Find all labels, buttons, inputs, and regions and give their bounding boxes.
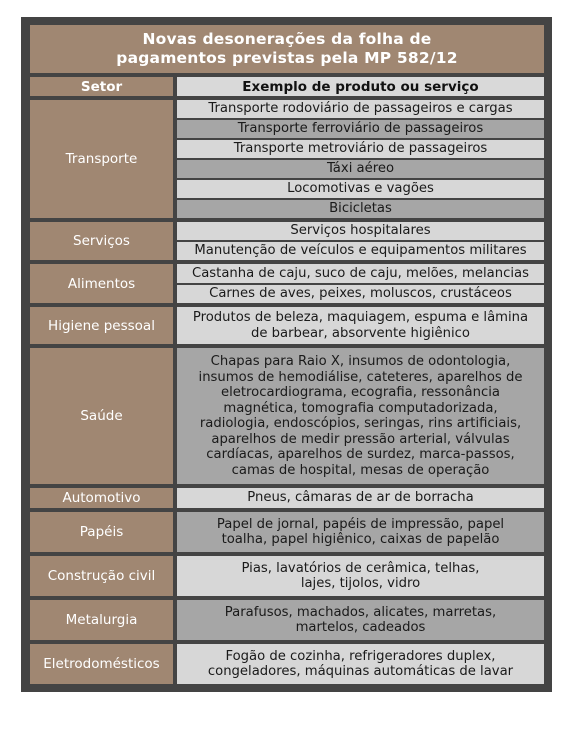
table-row: Transporte ferroviário de passageiros: [177, 120, 544, 138]
table-row: Chapas para Raio X, insumos de odontologia, insumos de hemodiálise, cateteres, aparelhos de eletrocardiograma, ecografia, ressonância magnética, tomografia computadorizada, radiologia, endoscópios, seringas, rins artificiais, aparelhos de medir pressão arterial, válvulas cardíacas, aparelhos de surdez, marca-passos, camas de hospital, mesas de operação: [177, 348, 544, 484]
table-row: Serviços hospitalares: [177, 222, 544, 240]
table-row: Papel de jornal, papéis de impressão, papel toalha, papel higiênico, caixas de papelão: [177, 512, 544, 552]
table-row: Transporte rodoviário de passageiros e cargas: [177, 100, 544, 118]
sector-construcao-civil: Construção civil: [30, 556, 173, 596]
table-row: Táxi aéreo: [177, 160, 544, 178]
table-row: Fogão de cozinha, refrigeradores duplex, congeladores, máquinas automáticas de lavar: [177, 644, 544, 684]
table-row: Pneus, câmaras de ar de borracha: [177, 488, 544, 508]
table-row: Carnes de aves, peixes, moluscos, crustáceos: [177, 285, 544, 303]
table-row: Produtos de beleza, maquiagem, espuma e lâmina de barbear, absorvente higiênico: [177, 307, 544, 344]
table-row: Locomotivas e vagões: [177, 180, 544, 198]
title-line-2: pagamentos previstas pela MP 582/12: [116, 49, 458, 67]
sector-higiene-pessoal: Higiene pessoal: [30, 307, 173, 344]
sector-transporte: Transporte: [30, 100, 173, 218]
table-title: [30, 25, 544, 73]
sector-alimentos: Alimentos: [30, 264, 173, 303]
sector-papeis: Papéis: [30, 512, 173, 552]
table-row: Pias, lavatórios de cerâmica, telhas, lajes, tijolos, vidro: [177, 556, 544, 596]
table-row: Castanha de caju, suco de caju, melões, melancias: [177, 264, 544, 283]
table-row: Parafusos, machados, alicates, marretas, martelos, cadeados: [177, 600, 544, 640]
table-row: Manutenção de veículos e equipamentos militares: [177, 242, 544, 260]
sector-servicos: Serviços: [30, 222, 173, 260]
sector-saude: Saúde: [30, 348, 173, 484]
sector-metalurgia: Metalurgia: [30, 600, 173, 640]
column-header-setor: Setor: [30, 77, 173, 96]
column-header-exemplo: Exemplo de produto ou serviço: [177, 77, 544, 96]
sector-automotivo: Automotivo: [30, 488, 173, 508]
table-row: Transporte metroviário de passageiros: [177, 140, 544, 158]
sector-eletrodomesticos: Eletrodomésticos: [30, 644, 173, 684]
table-row: Bicicletas: [177, 200, 544, 218]
title-line-1: Novas desonerações da folha de: [142, 30, 432, 48]
